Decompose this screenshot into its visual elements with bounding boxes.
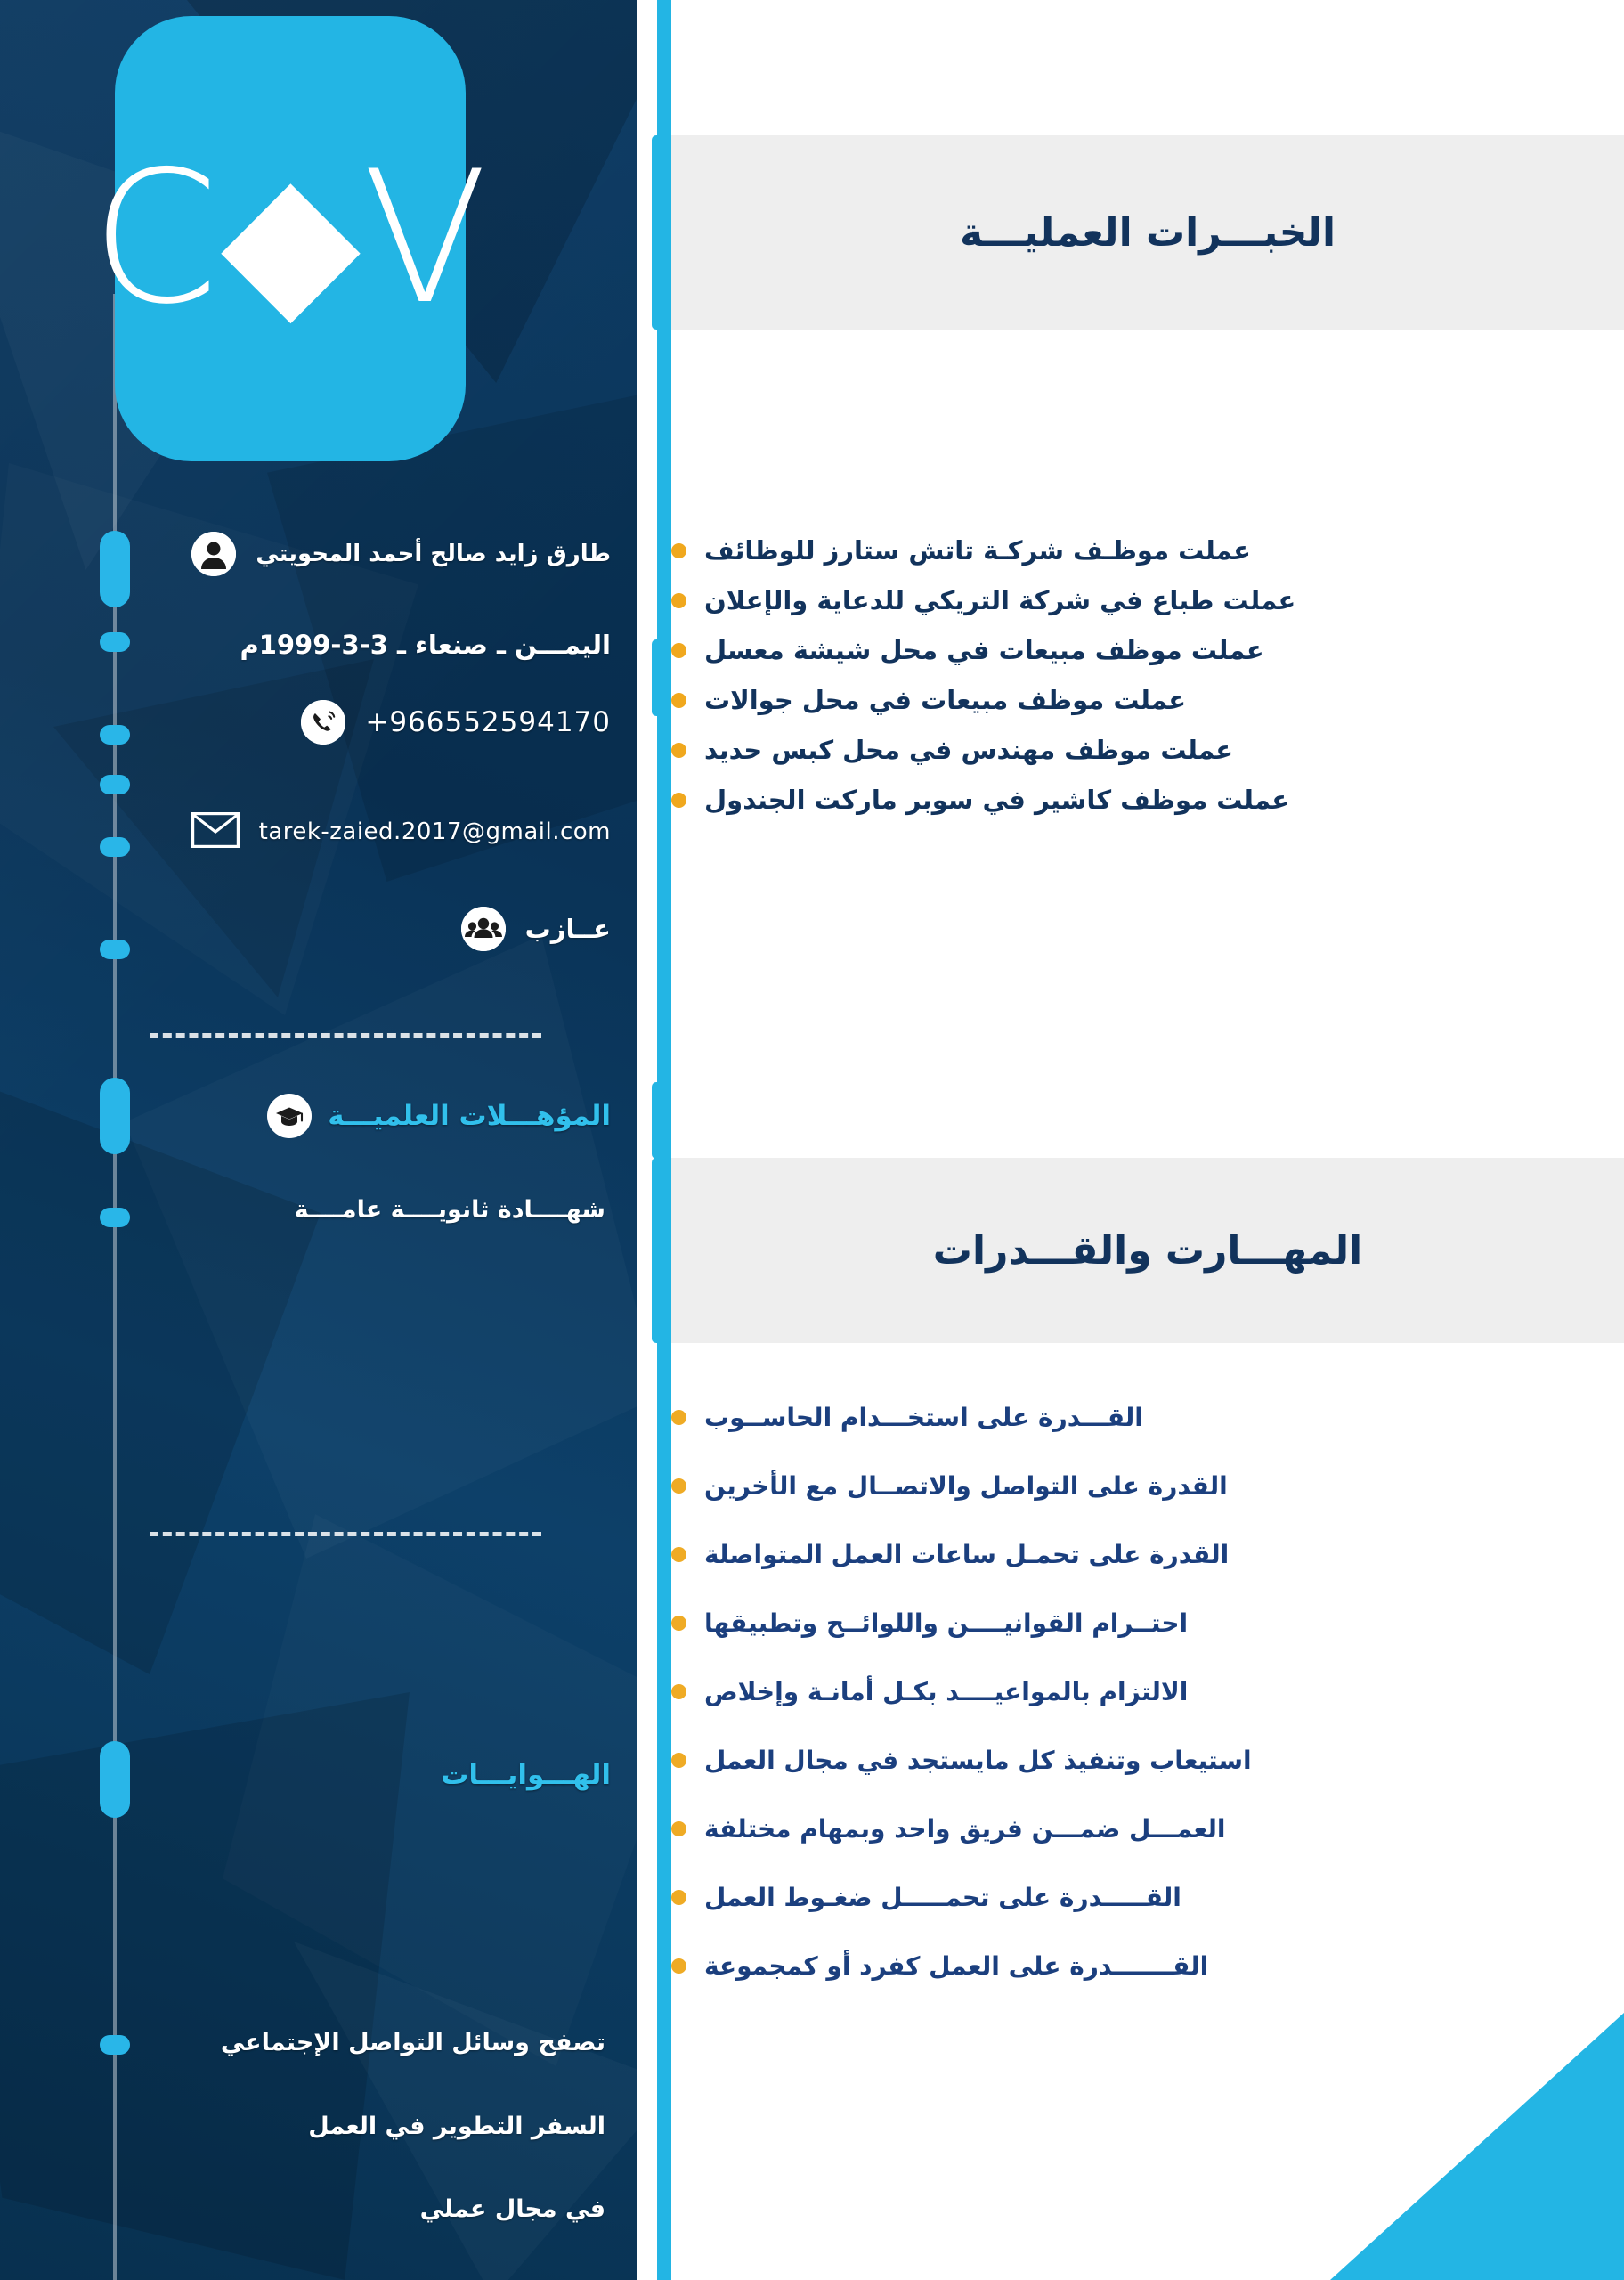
contact-location-row [240, 630, 611, 660]
skill-row [671, 1657, 1624, 1726]
education-heading: المؤهـــلات العلميـــة [328, 1100, 611, 1132]
contact-name: طارق زايد صالح أحمد المحويتي [256, 541, 611, 567]
bullet-icon [671, 1410, 686, 1425]
experience-item: عملت موظـف شركـة تاتش ستارز للوظائف [704, 535, 1251, 566]
experience-item: عملت طباع في شركة التريكي للدعاية والإعلان [704, 585, 1296, 615]
timeline-pill [100, 1741, 130, 1818]
timeline-dot [100, 1208, 130, 1227]
timeline-dot [100, 940, 130, 959]
bullet-icon [671, 1616, 686, 1631]
education-heading-row [267, 1094, 611, 1138]
hobbies-item: تصفح وسائل التواصل الإجتماعي [220, 2029, 605, 2056]
timeline-dot [100, 632, 130, 652]
bullet-icon [671, 1958, 686, 1974]
bullet-icon [671, 1821, 686, 1836]
skill-item: القدرة على تحمـل ساعات العمل المتواصلة [704, 1540, 1230, 1569]
experience-list [671, 525, 1624, 825]
main-panel [671, 0, 1624, 2280]
skill-item: القدرة على التواصل والاتصــال مع الأخرين [704, 1471, 1228, 1501]
bullet-icon [671, 1753, 686, 1768]
timeline-dot [100, 2035, 130, 2055]
skill-item: القـــــدرة على تحمـــــل ضغـوط العمل [704, 1883, 1181, 1912]
skill-item: استيعاب وتنفيذ كل مايستجد في مجال العمل [704, 1746, 1252, 1775]
experience-item: عملت موظف مهندس في محل كبس حديد [704, 735, 1234, 765]
group-icon [461, 907, 506, 951]
contact-marital-row [461, 907, 611, 951]
bullet-icon [671, 643, 686, 658]
bullet-icon [671, 1684, 686, 1699]
corner-accent-triangle [1330, 2013, 1624, 2280]
skill-item: العمـــل ضمـــن فريق واحد وبمهام مختلفة [704, 1814, 1226, 1844]
skill-row [671, 1520, 1624, 1589]
contact-email-row[interactable] [191, 812, 611, 851]
person-icon [191, 532, 236, 576]
sidebar-divider [150, 1532, 541, 1536]
contact-marital-status: عــازب [524, 914, 611, 944]
phone-icon [301, 700, 345, 745]
skills-heading: المهـــارت والقـــدرات [932, 1227, 1363, 1274]
skill-item: القـــــــدرة على العمل كفرد أو كمجموعة [704, 1951, 1209, 1981]
bullet-icon [671, 793, 686, 808]
experience-heading: الخبـــرات العمليـــة [959, 209, 1336, 256]
education-item: شهــــادة ثانويــــة عامــــة [294, 1196, 605, 1224]
sidebar [0, 0, 637, 2280]
bullet-icon [671, 1478, 686, 1494]
bullet-icon [671, 693, 686, 708]
experience-row [671, 725, 1624, 775]
timeline-dot [100, 837, 130, 857]
cv-logo-badge [91, 16, 490, 461]
bullet-icon [671, 593, 686, 608]
skills-list [671, 1383, 1624, 2000]
bullet-icon [671, 1547, 686, 1562]
envelope-icon [191, 812, 240, 851]
experience-row [671, 575, 1624, 625]
experience-row [671, 675, 1624, 725]
skill-row [671, 1589, 1624, 1657]
sidebar-divider [150, 1033, 541, 1038]
skill-row [671, 1863, 1624, 1932]
contact-location-dob: اليمـــن ـ صنعاء ـ 3-3-1999م [240, 630, 611, 660]
hobbies-item: في مجال عملي [419, 2195, 605, 2223]
skill-item: القـــدرة على استخـــدام الحاســوب [704, 1403, 1143, 1432]
experience-item: عملت موظف كاشير في سوبر ماركت الجندول [704, 785, 1290, 815]
contact-phone-row[interactable] [301, 700, 611, 745]
timeline-pill [100, 531, 130, 607]
bullet-icon [671, 743, 686, 758]
skill-row [671, 1452, 1624, 1520]
timeline-dot [100, 775, 130, 794]
experience-item: عملت موظف مبيعات في محل جوالات [704, 685, 1187, 715]
skill-row [671, 1726, 1624, 1795]
experience-row [671, 775, 1624, 825]
contact-phone: +966552594170 [365, 706, 611, 738]
hobbies-heading: الهـــوايـــات [441, 1759, 611, 1791]
skill-row [671, 1795, 1624, 1863]
skill-item: احتــرام القوانيــــن واللوائــح وتطبيقها [704, 1608, 1189, 1638]
timeline-dot [100, 725, 130, 745]
experience-item: عملت موظف مبيعات في محل شيشة معسل [704, 635, 1264, 665]
skills-section-band [671, 1158, 1624, 1343]
skill-row [671, 1383, 1624, 1452]
cv-logo-text: C◆V [91, 132, 490, 345]
skill-row [671, 1932, 1624, 2000]
skill-item: الالتزام بالمواعيــــد بكـل أمانـة وإخلاص [704, 1677, 1189, 1706]
bullet-icon [671, 543, 686, 558]
contact-email: tarek-zaied.2017@gmail.com [258, 818, 611, 845]
hobbies-item: السفر التطوير في العمل [308, 2113, 605, 2140]
hobbies-heading-row [441, 1759, 611, 1791]
graduation-cap-icon [267, 1094, 312, 1138]
experience-section-band [671, 135, 1624, 330]
contact-name-row [191, 532, 611, 576]
experience-row [671, 625, 1624, 675]
experience-row [671, 525, 1624, 575]
bullet-icon [671, 1890, 686, 1905]
timeline-pill [100, 1078, 130, 1154]
